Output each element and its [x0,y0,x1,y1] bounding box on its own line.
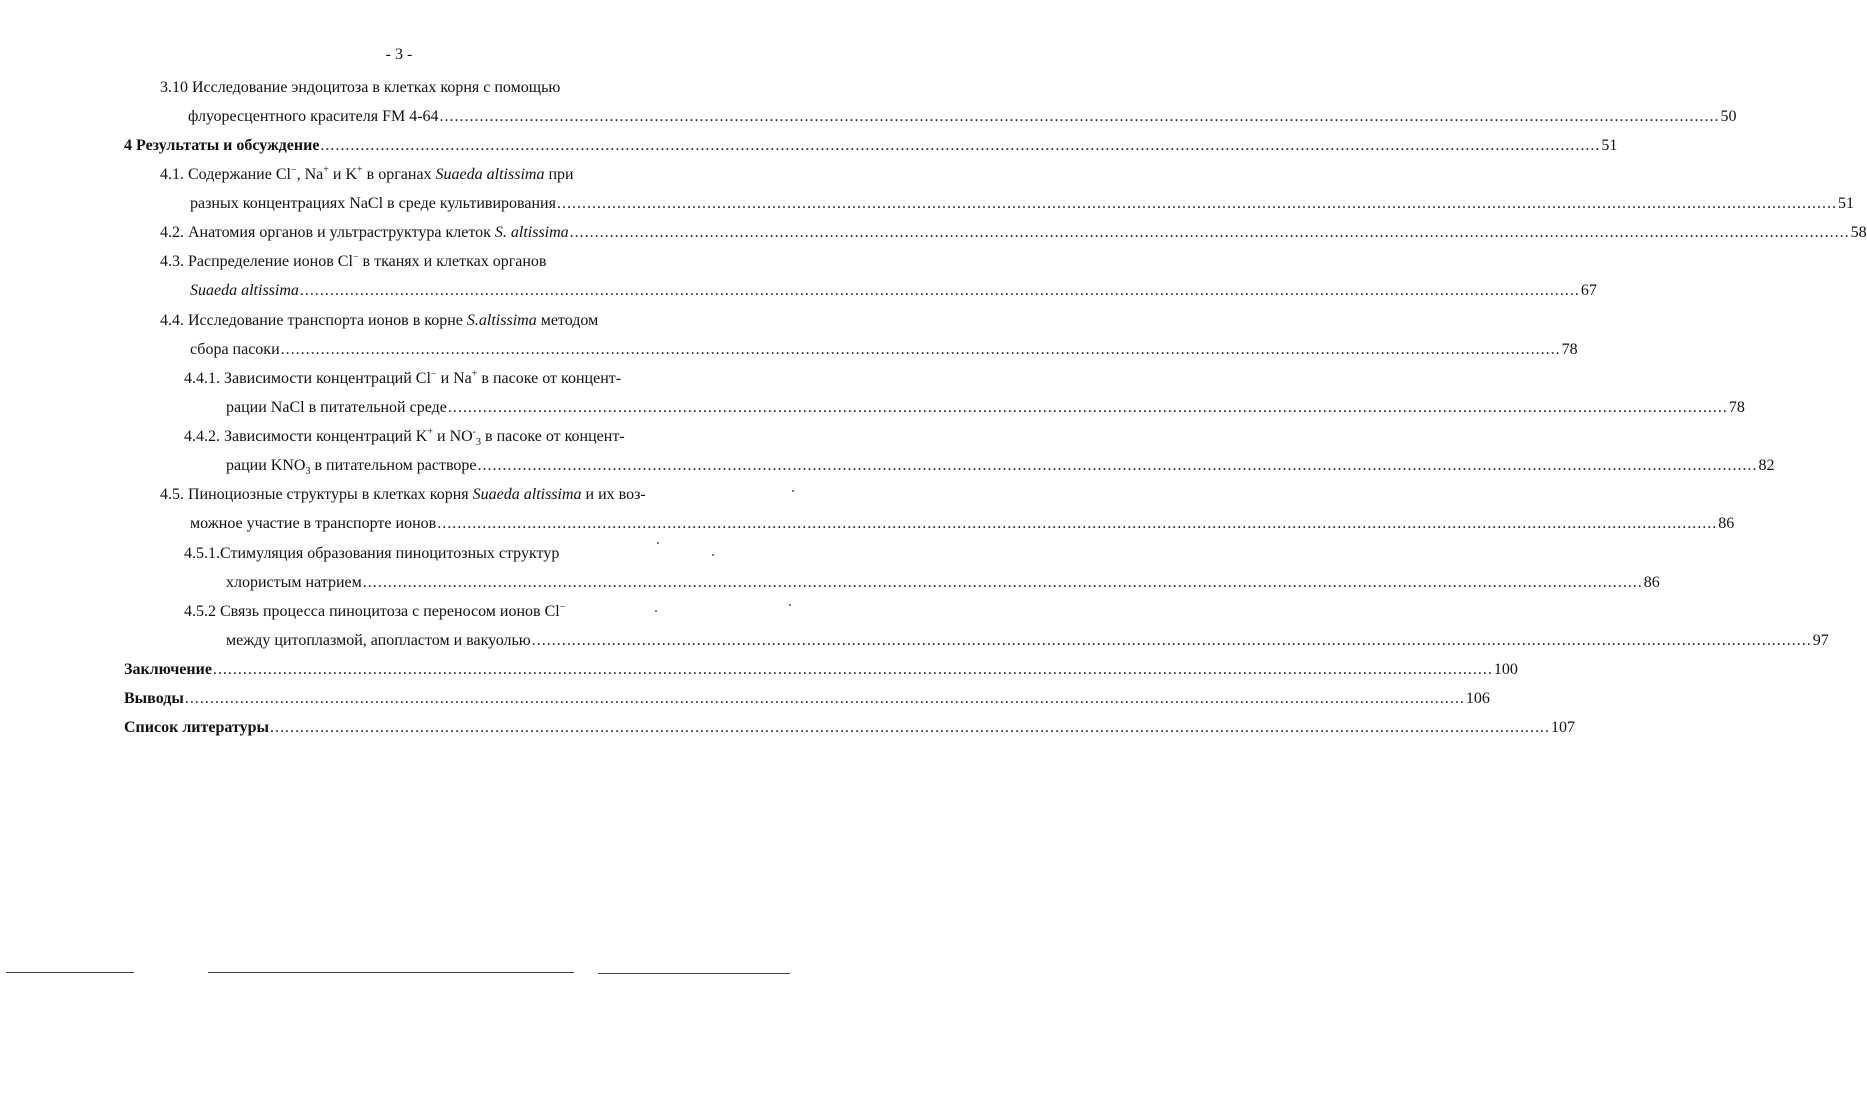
toc-entry-4-5-2-line1 [184,600,565,624]
text: 4.4. Исследование транспорта ионов в корне [160,312,467,329]
page-ref: 67 [1580,282,1597,299]
species-name: Suaeda altissima [435,166,545,183]
leader-dots: ................................................................................................................................................................................................................................................................ [280,341,1561,358]
superscript: - [472,426,477,438]
text: , Na [296,166,324,183]
text: методом [536,312,599,329]
page-ref: 58 [1850,224,1867,241]
page-ref: 107 [1551,719,1575,736]
toc-entry-4-5-1-line1: 4.5.1.Стимуляция образования пиноцитозных структур [184,545,560,562]
toc-entry-text [226,454,477,478]
text: и NO [433,428,473,445]
toc-entry-4-3-line1 [160,250,546,274]
page-ref: 78 [1728,399,1745,416]
toc-entry-text: рации NaCl в питательной среде [226,399,447,416]
superscript: + [471,368,478,380]
toc-entry-4-5-2[interactable] [226,629,1829,653]
leader-dots: ................................................................................................................................................................................................................................................................ [320,137,1601,154]
leader-dots: ................................................................................................................................................................................................................................................................ [299,282,1580,299]
scan-rule-fragment [598,973,790,974]
text: 4.2. Анатомия органов и ультраструктура клеток [160,224,495,241]
text: 4.3. Распределение ионов Cl [160,253,353,270]
page-ref: 100 [1493,661,1518,678]
toc-entry-text: хлористым натрием [226,574,362,591]
page-ref: 78 [1561,341,1578,358]
text: и их воз- [581,486,646,503]
leader-dots: ................................................................................................................................................................................................................................................................ [531,632,1812,649]
superscript: − [559,601,566,613]
toc-entry-4-1[interactable] [190,192,1854,216]
toc-entry-4-4-line1 [160,309,598,333]
leader-dots: ................................................................................................................................................................................................................................................................ [437,515,1718,532]
toc-entry-4-4-2[interactable] [226,454,1775,478]
superscript: − [352,251,359,263]
leader-dots: ................................................................................................................................................................................................................................................................ [184,690,1465,707]
leader-dots: ................................................................................................................................................................................................................................................................ [270,719,1550,736]
text: в пасоке от концент- [477,370,622,387]
toc-entry-4-4-2-line1 [184,425,625,449]
toc-entry-3-10[interactable] [188,105,1737,129]
toc-entry-4-3[interactable] [190,279,1597,303]
toc-entry-findings[interactable] [124,687,1490,711]
toc-entry-4-1-line1 [160,163,574,187]
leader-dots: ................................................................................................................................................................................................................................................................ [439,108,1720,125]
scan-speck [712,554,714,556]
toc-entry-4-5-1[interactable] [226,571,1660,595]
text: 4.5. Пиноциозные структуры в клетках корня [160,486,473,503]
toc-entry-4-2[interactable] [160,221,1867,245]
superscript: + [323,164,329,176]
toc-entry-text: 4 Результаты и обсуждение [124,137,320,154]
superscript: + [357,164,363,176]
scan-rule-fragment [208,972,574,973]
text: и Na [436,370,472,387]
species-name: S. altissima [494,224,569,241]
superscript: − [290,164,297,176]
toc-entry-text: между цитоплазмой, апопластом и вакуолью [226,632,531,649]
subscript: 3 [476,437,482,449]
text: при [544,166,574,183]
text: 4.4.1. Зависимости концентраций Cl [184,370,431,387]
toc-entry-4-5-line1 [160,483,646,507]
text: в тканях и клетках органов [358,253,547,270]
page-ref: 106 [1465,690,1490,707]
subscript: 3 [305,466,311,478]
page-ref: 51 [1837,195,1854,212]
page-ref: 82 [1758,457,1775,474]
leader-dots: ................................................................................................................................................................................................................................................................ [556,195,1837,212]
toc-entry-text: флуоресцентного красителя FM 4-64 [188,108,439,125]
text: 4.5.2 Связь процесса пиноцитоза с переносом ионов Cl [184,603,560,620]
leader-dots: ................................................................................................................................................................................................................................................................ [212,661,1493,678]
text: и K [328,166,358,183]
text: 4.1. Содержание Cl [160,166,291,183]
toc-entry-text [160,221,569,245]
page-ref: 86 [1718,515,1735,532]
toc-entry-4-4[interactable] [190,338,1578,362]
toc-entry-4-4-1-line1 [184,367,621,391]
toc-entry-text: разных концентрациях NaCl в среде культивирования [190,195,556,212]
scan-speck [792,490,794,492]
text: в питательном растворе [310,457,477,474]
toc-entry-4-4-1[interactable] [226,396,1745,420]
text: 4.4.2. Зависимости концентраций K [184,428,428,445]
scan-rule-fragment [6,972,134,973]
page-ref: 86 [1643,574,1660,591]
species-name: Suaeda altissima [472,486,582,503]
page-ref: 51 [1601,137,1618,154]
leader-dots: ................................................................................................................................................................................................................................................................ [569,224,1850,241]
toc-entry-text: Выводы [124,690,184,707]
leader-dots: ................................................................................................................................................................................................................................................................ [362,574,1643,591]
superscript: + [427,426,433,438]
superscript: − [430,368,437,380]
text: в пасоке от концент- [481,428,625,445]
text: рации KNO [226,457,306,474]
toc-entry-4-5[interactable] [190,512,1735,536]
scan-speck [655,610,657,612]
toc-entry-references[interactable] [124,716,1575,740]
toc-entry-text: сбора пасоки [190,341,280,358]
scan-speck [657,542,659,544]
toc-entry-text: Список литературы [124,719,269,736]
page-ref: 97 [1812,632,1829,649]
toc-entry-text: Заключение [124,661,212,678]
species-name: S.altissima [466,312,537,329]
toc-entry-text: можное участие в транспорте ионов [190,515,437,532]
text: в органах [362,166,436,183]
page-number: - 3 - [385,46,413,63]
toc-entry-conclusion[interactable] [124,658,1518,682]
toc-entry-4[interactable] [124,134,1618,158]
scan-speck [789,604,791,606]
leader-dots: ................................................................................................................................................................................................................................................................ [447,399,1728,416]
toc-entry-3-10-line1: 3.10 Исследование эндоцитоза в клетках корня с помощью [160,79,561,96]
leader-dots: ................................................................................................................................................................................................................................................................ [477,457,1758,474]
species-name: Suaeda altissima [190,282,299,299]
page-ref: 50 [1720,108,1737,125]
